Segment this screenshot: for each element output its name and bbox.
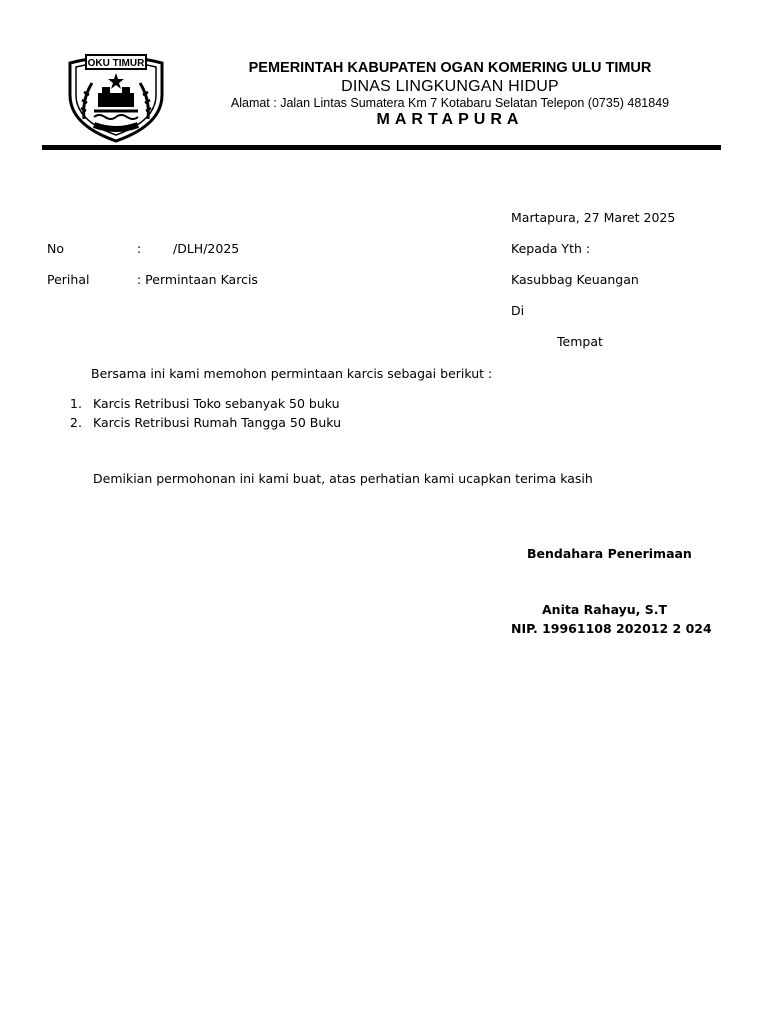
recipient-name: Kasubbag Keuangan — [511, 272, 639, 287]
list-item: Karcis Retribusi Toko sebanyak 50 buku — [93, 396, 340, 411]
letter-date: Martapura, 27 Maret 2025 — [511, 210, 676, 225]
no-value: /DLH/2025 — [173, 241, 240, 256]
letterhead-divider — [42, 145, 721, 150]
agency-address: Alamat : Jalan Lintas Sumatera Km 7 Kotabaru Selatan Telepon (0735) 481849 — [230, 96, 670, 110]
list-item-number: 1. — [70, 396, 82, 411]
no-label: No — [47, 241, 64, 256]
oku-timur-emblem-icon — [64, 49, 168, 143]
recipient-di: Di — [511, 303, 525, 318]
recipient-tempat: Tempat — [557, 334, 603, 349]
list-item-number: 2. — [70, 415, 82, 430]
agency-name: DINAS LINGKUNGAN HIDUP — [341, 78, 559, 95]
perihal-label: Perihal — [47, 272, 90, 287]
logo-label: OKU TIMUR — [87, 58, 145, 69]
signature-title: Bendahara Penerimaan — [527, 546, 692, 561]
body-closing: Demikian permohonan ini kami buat, atas perhatian kami ucapkan terima kasih — [93, 471, 593, 486]
signature-name: Anita Rahayu, S.T — [542, 602, 668, 617]
no-colon: : — [137, 241, 142, 256]
body-intro: Bersama ini kami memohon permintaan karcis sebagai berikut : — [91, 366, 493, 381]
perihal-value: : Permintaan Karcis — [137, 272, 258, 287]
recipient-kepada: Kepada Yth : — [511, 241, 591, 256]
signature-nip: NIP. 19961108 202012 2 024 — [511, 621, 712, 636]
government-name: PEMERINTAH KABUPATEN OGAN KOMERING ULU TIMUR — [248, 60, 652, 76]
list-item: Karcis Retribusi Rumah Tangga 50 Buku — [93, 415, 342, 430]
agency-city: MARTAPURA — [376, 111, 524, 128]
